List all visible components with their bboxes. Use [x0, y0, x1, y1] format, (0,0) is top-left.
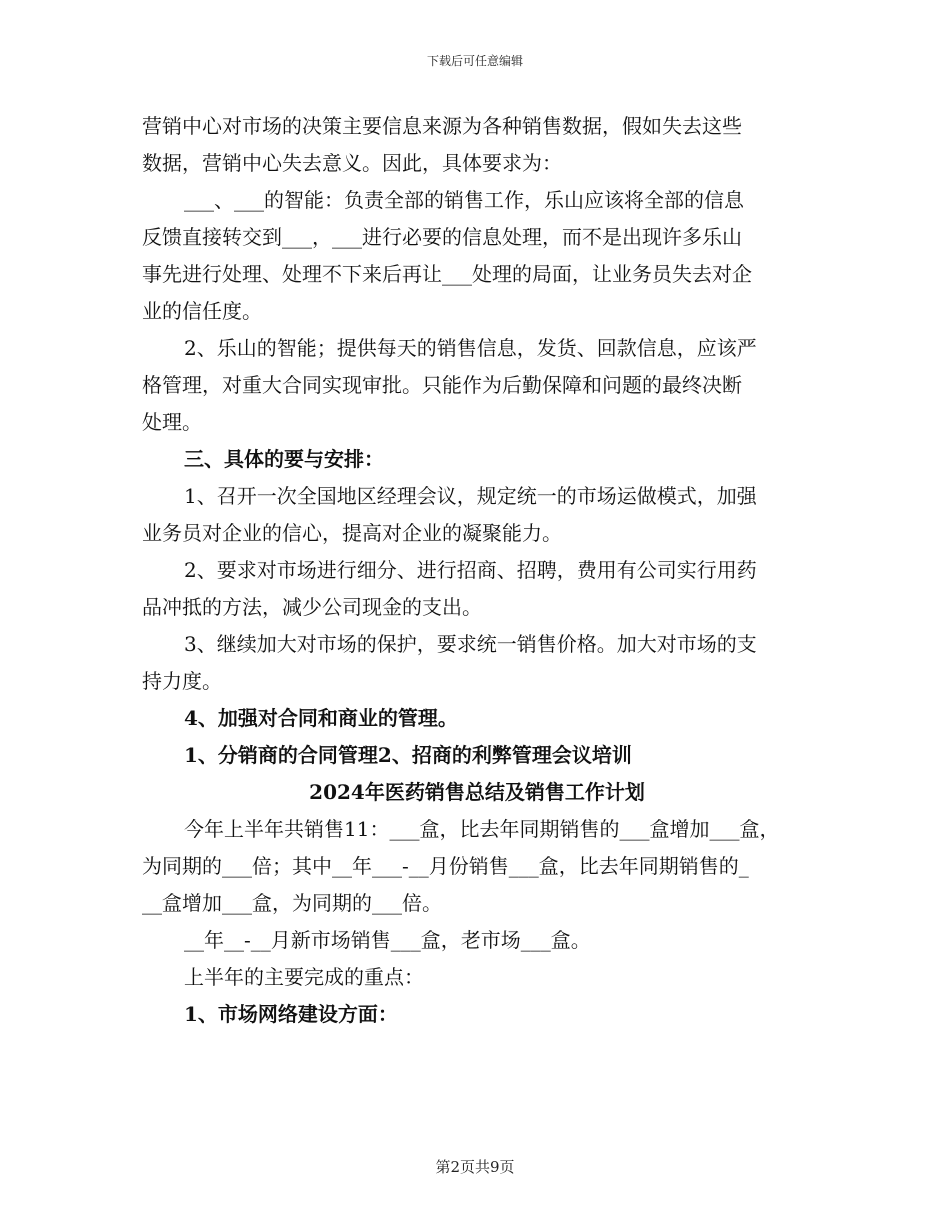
- section-heading: 1、市场网络建设方面：: [184, 1002, 398, 1026]
- paragraph-line: __年__-__月新市场销售___盒，老市场___盒。: [184, 928, 591, 952]
- paragraph-line: 业的信任度。: [142, 299, 262, 323]
- paragraph-line: 今年上半年共销售11：___盒，比去年同期销售的___盒增加___盒，: [184, 817, 780, 841]
- section-heading: 1、分销商的合同管理2、招商的利弊管理会议培训: [184, 743, 632, 767]
- paragraph-line: 3、继续加大对市场的保护，要求统一销售价格。加大对市场的支: [184, 632, 757, 656]
- paragraph-line: 数据，营销中心失去意义。因此，具体要求为：: [142, 151, 562, 175]
- document-body: [142, 108, 812, 1033]
- paragraph-line: 持力度。: [142, 669, 222, 693]
- paragraph-line: 2、乐山的智能；提供每天的销售信息，发货、回款信息，应该严: [184, 336, 757, 360]
- paragraph-line: 上半年的主要完成的重点：: [184, 965, 424, 989]
- paragraph-line: 格管理，对重大合同实现审批。只能作为后勤保障和问题的最终决断: [142, 373, 742, 397]
- paragraph-line: ___、___的智能：负责全部的销售工作，乐山应该将全部的信息: [184, 188, 744, 212]
- paragraph-line: 反馈直接转交到___，___进行必要的信息处理，而不是出现许多乐山: [142, 225, 742, 249]
- paragraph-line: __盒增加___盒，为同期的___倍。: [142, 891, 442, 915]
- paragraph-line: 事先进行处理、处理不下来后再让___处理的局面，让业务员失去对企: [142, 262, 752, 286]
- paragraph-line: 1、召开一次全国地区经理会议，规定统一的市场运做模式，加强: [184, 484, 757, 508]
- paragraph-line: 为同期的___倍；其中__年___-__月份销售___盒，比去年同期销售的_: [142, 854, 749, 878]
- paragraph-line: 营销中心对市场的决策主要信息来源为各种销售数据，假如失去这些: [142, 114, 742, 138]
- paragraph-line: 2、要求对市场进行细分、进行招商、招聘，费用有公司实行用药: [184, 558, 757, 582]
- paragraph-line: 处理。: [142, 410, 202, 434]
- page-header: 下载后可任意编辑: [426, 54, 523, 68]
- document-title: 2024年医药销售总结及销售工作计划: [309, 780, 645, 804]
- section-heading: 4、加强对合同和商业的管理。: [184, 706, 458, 730]
- page-number: 第2页共9页: [435, 1158, 515, 1176]
- section-heading: 三、具体的要与安排：: [184, 447, 384, 471]
- paragraph-line: 品冲抵的方法，减少公司现金的支出。: [142, 595, 482, 619]
- paragraph-line: 业务员对企业的信心，提高对企业的凝聚能力。: [142, 521, 562, 545]
